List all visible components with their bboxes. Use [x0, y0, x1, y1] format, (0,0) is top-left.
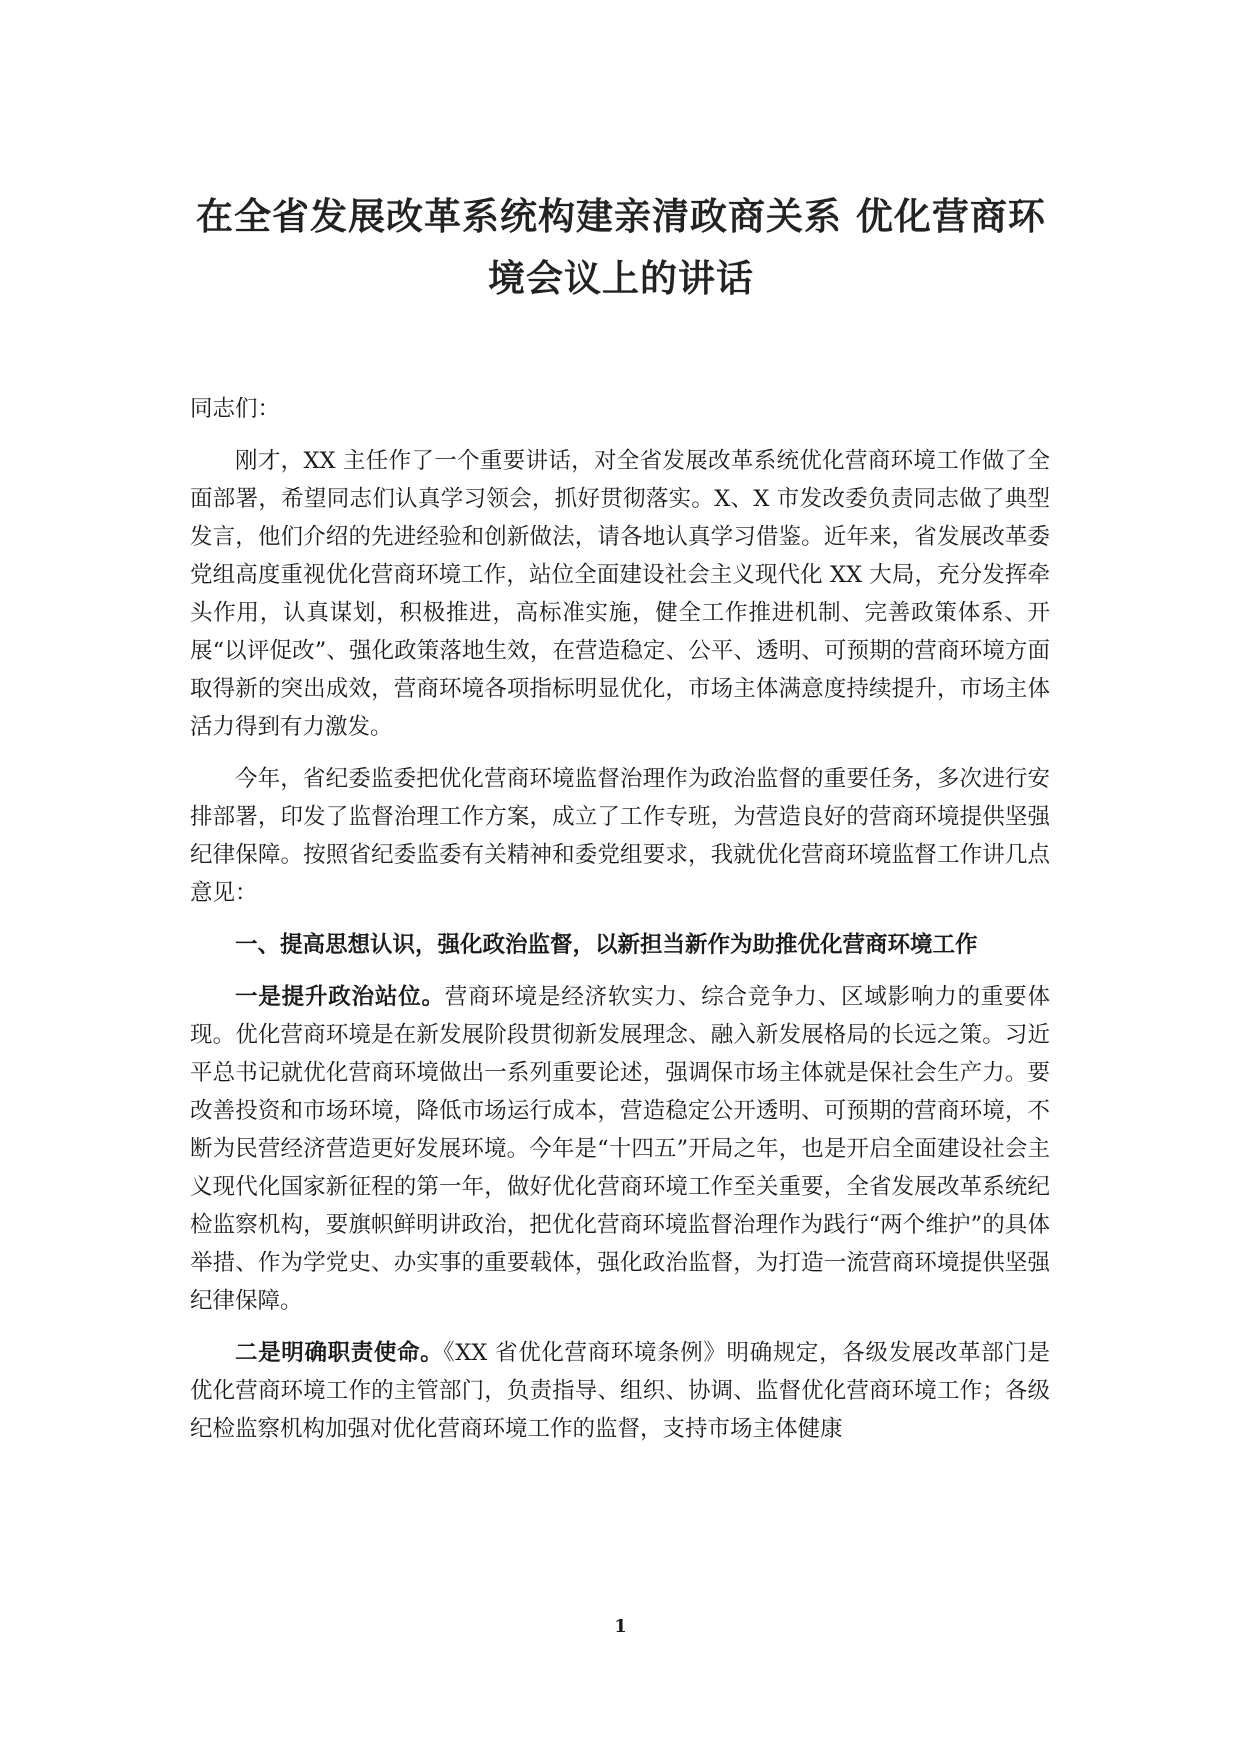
- point-2-text: 《XX 省优化营商环境条例》明确规定，各级发展改革部门是优化营商环境工作的主管部门，负责指导、组织、协调、监督优化营商环境工作；各级纪检监察机构加强对优化营商环境工作的监督，支持市场主体健康: [190, 1340, 1050, 1442]
- point-1-text: 营商环境是经济软实力、综合竞争力、区域影响力的重要体现。优化营商环境是在新发展阶段贯彻新发展理念、融入新发展格局的长远之策。习近平总书记就优化营商环境做出一系列重要论述，强调保市场主体就是保社会生产力。要改善投资和市场环境，降低市场运行成本，营造稳定公开透明、可预期的营商环境，不断为民营经济营造更好发展环境。今年是“十四五”开局之年，也是开启全面建设社会主义现代化国家新征程的第一年，做好优化营商环境工作至关重要，全省发展改革系统纪检监察机构，要旗帜鲜明讲政治，把优化营商环境监督治理作为践行“两个维护”的具体举措、作为学党史、办实事的重要载体，强化政治监督，为打造一流营商环境提供坚强纪律保障。: [190, 984, 1050, 1314]
- point-2-lead: 二是明确职责使命。: [235, 1340, 444, 1366]
- point-1: [190, 978, 1050, 1320]
- title-line-1: 在全省发展改革系统构建亲清政商关系 优化营商环: [196, 195, 1046, 238]
- point-1-lead: 一是提升政治站位。: [235, 984, 445, 1010]
- paragraph-1: 刚才，XX 主任作了一个重要讲话，对全省发展改革系统优化营商环境工作做了全面部署，希望同志们认真学习领会，抓好贯彻落实。X、X 市发改委负责同志做了典型发言，他们介绍的先进经验和创新做法，请各地认真学习借鉴。近年来，省发展改革委党组高度重视优化营商环境工作，站位全面建设社会主义现代化 XX 大局，充分发挥牵头作用，认真谋划，积极推进，高标准实施，健全工作推进机制、完善政策体系、开展“以评促改”、强化政策落地生效，在营造稳定、公平、透明、可预期的营商环境方面取得新的突出成效，营商环境各项指标明显优化，市场主体满意度持续提升，市场主体活力得到有力激发。: [190, 448, 1050, 740]
- document-body: [190, 390, 1050, 1462]
- title-line-2: 境会议上的讲话: [488, 257, 754, 300]
- page-number: 1: [614, 1616, 627, 1637]
- paragraph-2: 今年，省纪委监委把优化营商环境监督治理作为政治监督的重要任务，多次进行安排部署，印发了监督治理工作方案，成立了工作专班，为营造良好的营商环境提供坚强纪律保障。按照省纪委监委有关精神和委党组要求，我就优化营商环境监督工作讲几点意见：: [190, 766, 1050, 906]
- section-heading-1: 一、提高思想认识，强化政治监督，以新担当新作为助推优化营商环境工作: [235, 932, 978, 958]
- document-title: [190, 186, 1052, 310]
- point-2: [190, 1334, 1050, 1448]
- salutation: 同志们：: [190, 396, 281, 422]
